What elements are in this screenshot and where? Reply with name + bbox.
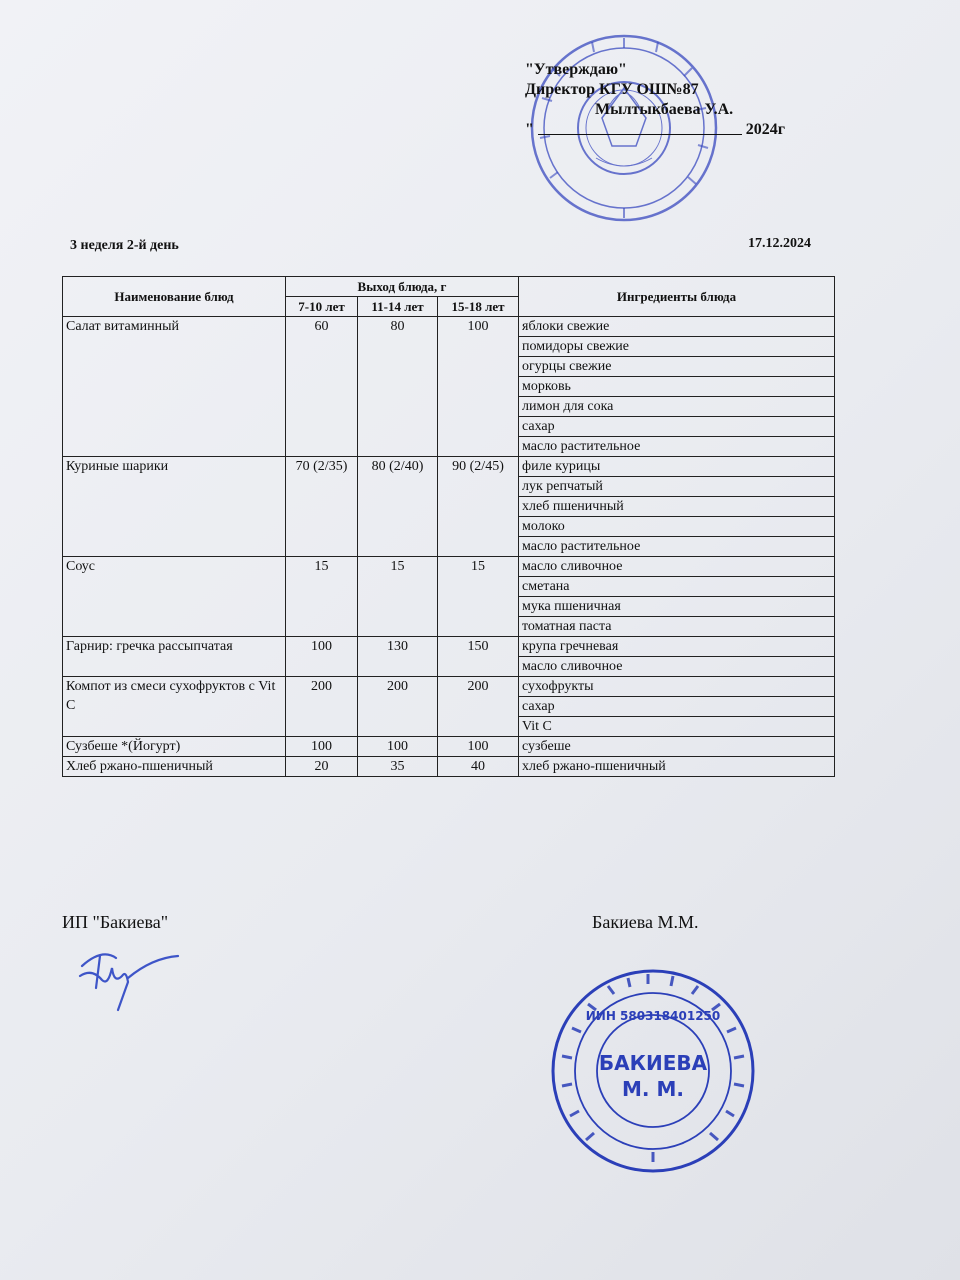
ingredient: лимон для сока <box>519 397 835 417</box>
stamp-initials: М. М. <box>622 1077 684 1101</box>
table-row <box>63 317 835 337</box>
table-row <box>63 677 835 697</box>
ingredient: масло растительное <box>519 437 835 457</box>
yield-15-18: 100 <box>438 317 519 457</box>
header-ingredients: Ингредиенты блюда <box>519 277 835 317</box>
menu-date: 17.12.2024 <box>748 236 811 251</box>
yield-11-14: 35 <box>358 757 438 777</box>
yield-11-14: 200 <box>358 677 438 737</box>
approval-year: 2024г <box>745 121 785 138</box>
ingredient: томатная паста <box>519 617 835 637</box>
stamp-surname: БАКИЕВА <box>598 1051 708 1075</box>
yield-15-18: 100 <box>438 737 519 757</box>
ingredient: Vit C <box>519 717 835 737</box>
approval-director-name: Мылтыкбаева У.А. <box>595 101 734 118</box>
supplier-stamp <box>548 966 758 1176</box>
ingredient: крупа гречневая <box>519 637 835 657</box>
dish-name: Компот из смеси сухофруктов с Vit C <box>63 677 286 737</box>
header-age-7-10: 7-10 лет <box>286 297 358 317</box>
yield-7-10: 100 <box>286 637 358 677</box>
dish-name: Соус <box>63 557 286 637</box>
table-row <box>63 457 835 477</box>
approval-quote: " <box>525 121 534 138</box>
menu-table <box>62 276 835 777</box>
ingredient: сахар <box>519 697 835 717</box>
table-row <box>63 637 835 657</box>
responsible-person: Бакиева М.М. <box>592 912 699 932</box>
yield-7-10: 20 <box>286 757 358 777</box>
dish-name: Сузбеше *(Йогурт) <box>63 737 286 757</box>
table-row <box>63 557 835 577</box>
yield-11-14: 80 (2/40) <box>358 457 438 557</box>
table-row <box>63 757 835 777</box>
dish-name: Куриные шарики <box>63 457 286 557</box>
table-row <box>63 737 835 757</box>
header-yield: Выход блюда, г <box>286 277 519 297</box>
dish-name: Салат витаминный <box>63 317 286 457</box>
ingredient: хлеб пшеничный <box>519 497 835 517</box>
dish-name: Хлеб ржано-пшеничный <box>63 757 286 777</box>
ingredient: сахар <box>519 417 835 437</box>
approval-title: "Утверждаю" <box>525 61 627 78</box>
ingredient: помидоры свежие <box>519 337 835 357</box>
supplier-name: ИП "Бакиева" <box>62 912 169 932</box>
header-age-11-14: 11-14 лет <box>358 297 438 317</box>
dish-name: Гарнир: гречка рассыпчатая <box>63 637 286 677</box>
ingredient: филе курицы <box>519 457 835 477</box>
yield-15-18: 40 <box>438 757 519 777</box>
approval-date-line <box>525 120 785 140</box>
ingredient: масло сливочное <box>519 557 835 577</box>
yield-15-18: 90 (2/45) <box>438 457 519 557</box>
ingredient: хлеб ржано-пшеничный <box>519 757 835 777</box>
stamp-iin: ИИН 580318401250 <box>585 1009 721 1023</box>
yield-7-10: 70 (2/35) <box>286 457 358 557</box>
ingredient: молоко <box>519 517 835 537</box>
yield-11-14: 80 <box>358 317 438 457</box>
approval-position: Директор КГУ ОШ№87 <box>525 81 699 98</box>
yield-7-10: 60 <box>286 317 358 457</box>
header-dish-name: Наименование блюд <box>63 277 286 317</box>
yield-7-10: 15 <box>286 557 358 637</box>
ingredient: сузбеше <box>519 737 835 757</box>
yield-11-14: 130 <box>358 637 438 677</box>
ingredient: сухофрукты <box>519 677 835 697</box>
menu-body <box>63 317 835 777</box>
date-blank-line <box>538 120 742 135</box>
yield-11-14: 15 <box>358 557 438 637</box>
header-age-15-18: 15-18 лет <box>438 297 519 317</box>
yield-15-18: 150 <box>438 637 519 677</box>
ingredient: огурцы свежие <box>519 357 835 377</box>
yield-7-10: 100 <box>286 737 358 757</box>
ingredient: морковь <box>519 377 835 397</box>
ingredient: яблоки свежие <box>519 317 835 337</box>
yield-7-10: 200 <box>286 677 358 737</box>
yield-15-18: 15 <box>438 557 519 637</box>
yield-11-14: 100 <box>358 737 438 757</box>
signature <box>72 938 192 1018</box>
ingredient: сметана <box>519 577 835 597</box>
approval-block <box>525 60 785 140</box>
ingredient: мука пшеничная <box>519 597 835 617</box>
ingredient: лук репчатый <box>519 477 835 497</box>
ingredient: масло сливочное <box>519 657 835 677</box>
yield-15-18: 200 <box>438 677 519 737</box>
week-day-label: 3 неделя 2-й день <box>70 238 179 253</box>
ingredient: масло растительное <box>519 537 835 557</box>
